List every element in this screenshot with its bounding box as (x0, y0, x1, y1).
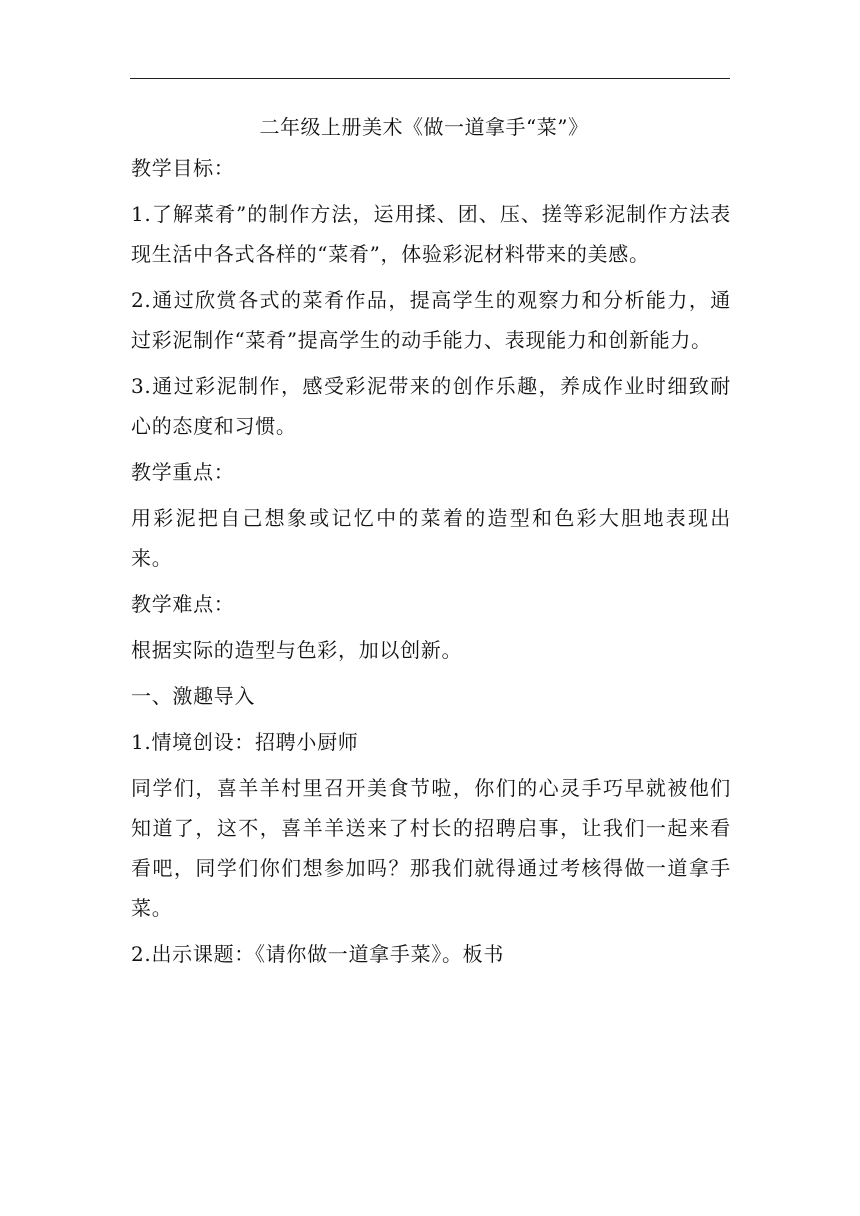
section-heading-intro: 一、激趣导入 (131, 684, 256, 708)
heading-teaching-goals: 教学目标： (131, 156, 235, 180)
goal-paragraph-2: 2.通过欣赏各式的菜肴作品，提高学生的观察力和分析能力，通过彩泥制作“菜肴”提高学生的动手能力、表现能力和创新能力。 (131, 288, 731, 352)
header-rule (130, 78, 730, 79)
goal-paragraph-1: 1.了解菜肴”的制作方法，运用揉、团、压、搓等彩泥制作方法表现生活中各式各样的“菜肴”，体验彩泥材料带来的美感。 (131, 202, 731, 266)
goal-paragraph-3: 3.通过彩泥制作，感受彩泥带来的创作乐趣，养成作业时细致耐心的态度和习惯。 (131, 374, 731, 438)
heading-key-points: 教学重点： (131, 460, 235, 484)
document-title: 二年级上册美术《做一道拿手“菜”》 (259, 115, 589, 139)
key-points-paragraph: 用彩泥把自己想象或记忆中的菜着的造型和色彩大胆地表现出来。 (131, 506, 731, 570)
intro-paragraph: 同学们，喜羊羊村里召开美食节啦，你们的心灵手巧早就被他们知道了，这不，喜羊羊送来了村长的招聘启事，让我们一起来看看吧，同学们你们想参加吗？那我们就得通过考核得做一道拿手菜。 (131, 776, 731, 920)
difficulties-paragraph: 根据实际的造型与色彩，加以创新。 (131, 638, 463, 662)
heading-difficulties: 教学难点： (131, 592, 235, 616)
intro-step-1: 1.情境创设：招聘小厨师 (131, 730, 359, 754)
intro-step-2: 2.出示课题：《请你做一道拿手菜》。板书 (131, 942, 505, 966)
document-body (131, 106, 731, 980)
